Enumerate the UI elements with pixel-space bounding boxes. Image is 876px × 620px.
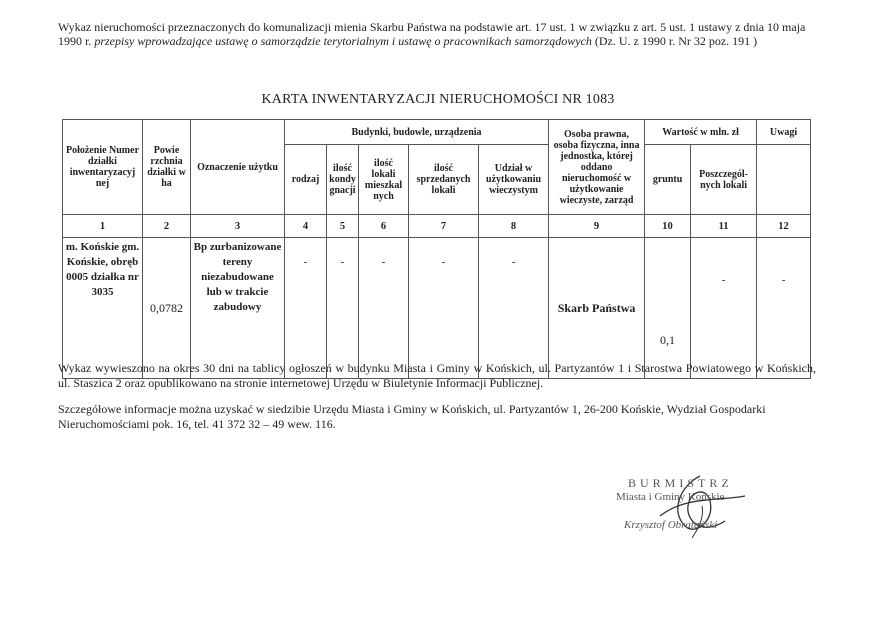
col-number: 7	[409, 215, 479, 238]
cell-area: 0,0782	[143, 238, 191, 379]
header-units-value: Poszczegól- nych lokali	[691, 145, 757, 215]
intro-part2: (Dz. U. z 1990 r. Nr 32 poz. 191 )	[594, 34, 758, 48]
header-floors: ilość kondy gnacji	[327, 145, 359, 215]
cell-notes: -	[757, 238, 811, 379]
stamp-name: Krzysztof Obratański	[624, 519, 718, 531]
cell-floors: -	[327, 238, 359, 379]
cell-land-value: 0,1	[645, 238, 691, 379]
col-number: 1	[63, 215, 143, 238]
contact-info: Szczegółowe informacje można uzyskać w siedzibie Urzędu Miasta i Gminy w Końskich, ul. Partyzantów 1, 26-200 Końskie, Wydział Gospodarki Nieruchomościami pok. 16, tel. 41 372 32 – 49 wew. 116.	[58, 402, 766, 431]
col-number: 6	[359, 215, 409, 238]
col-number: 10	[645, 215, 691, 238]
header-flats: ilość lokali mieszkal nych	[359, 145, 409, 215]
header-share: Udział w użytkowaniu wieczystym	[479, 145, 549, 215]
header-notes-empty	[757, 145, 811, 215]
stamp-title: BURMISTRZ	[628, 476, 733, 490]
header-area: Powie rzchnia działki w ha	[143, 120, 191, 215]
cell-owner: Skarb Państwa	[549, 238, 645, 379]
page-title: KARTA INWENTARYZACJI NIERUCHOMOŚCI NR 1083	[261, 92, 615, 107]
header-owner: Osoba prawna, osoba fizyczna, inna jednostka, której oddano nieruchomość w użytkowanie wieczyste, zarząd	[549, 120, 645, 215]
intro-part1: Wykaz nieruchomości przeznaczonych do komunalizacji mienia Skarbu Państwa na podstawie art. 17 ust. 1 w związku z art. 5 ust. 1 ustawy z dnia 10 maja 1990 r.	[58, 20, 806, 48]
col-number: 11	[691, 215, 757, 238]
cell-flats: -	[359, 238, 409, 379]
header-buildings-group: Budynki, budowle, urządzenia	[285, 120, 549, 145]
col-number: 3	[191, 215, 285, 238]
cell-sold: -	[409, 238, 479, 379]
intro-text	[58, 20, 818, 48]
inventory-table	[62, 119, 811, 379]
header-notes: Uwagi	[757, 120, 811, 145]
header-value-group: Wartość w mln. zł	[645, 120, 757, 145]
cell-type: -	[285, 238, 327, 379]
table-row	[63, 238, 811, 379]
column-number-row	[63, 215, 811, 238]
posting-info: Wykaz wywieszono na okres 30 dni na tablicy ogłoszeń w budynku Miasta i Gminy w Końskich, ul. Partyzantów 1 i Starostwa Powiatowego w Końskich, ul. Staszica 2 oraz opublikowano na stronie internetowej Urzędu w Biuletynie Informacji Publicznej.	[58, 361, 816, 390]
col-number: 4	[285, 215, 327, 238]
col-number: 9	[549, 215, 645, 238]
cell-units-value: -	[691, 238, 757, 379]
stamp-office: Miasta i Gminy Końskie	[616, 491, 725, 503]
header-sold: ilość sprzedanych lokali	[409, 145, 479, 215]
col-number: 8	[479, 215, 549, 238]
header-type: rodzaj	[285, 145, 327, 215]
col-number: 12	[757, 215, 811, 238]
header-location: Położenie Numer działki inwentaryzacyj nej	[63, 120, 143, 215]
col-number: 2	[143, 215, 191, 238]
official-stamp	[612, 476, 762, 531]
intro-italic: przepisy wprowadzające ustawę o samorządzie terytorialnym i ustawę o pracownikach samorządowych	[94, 34, 592, 48]
cell-share: -	[479, 238, 549, 379]
header-land-value: gruntu	[645, 145, 691, 215]
col-number: 5	[327, 215, 359, 238]
cell-location: m. Końskie gm. Końskie, obręb 0005 działka nr 3035	[63, 238, 143, 379]
header-usage: Oznaczenie użytku	[191, 120, 285, 215]
cell-usage: Bp zurbanizowane tereny niezabudowane lub w trakcie zabudowy	[191, 238, 285, 379]
